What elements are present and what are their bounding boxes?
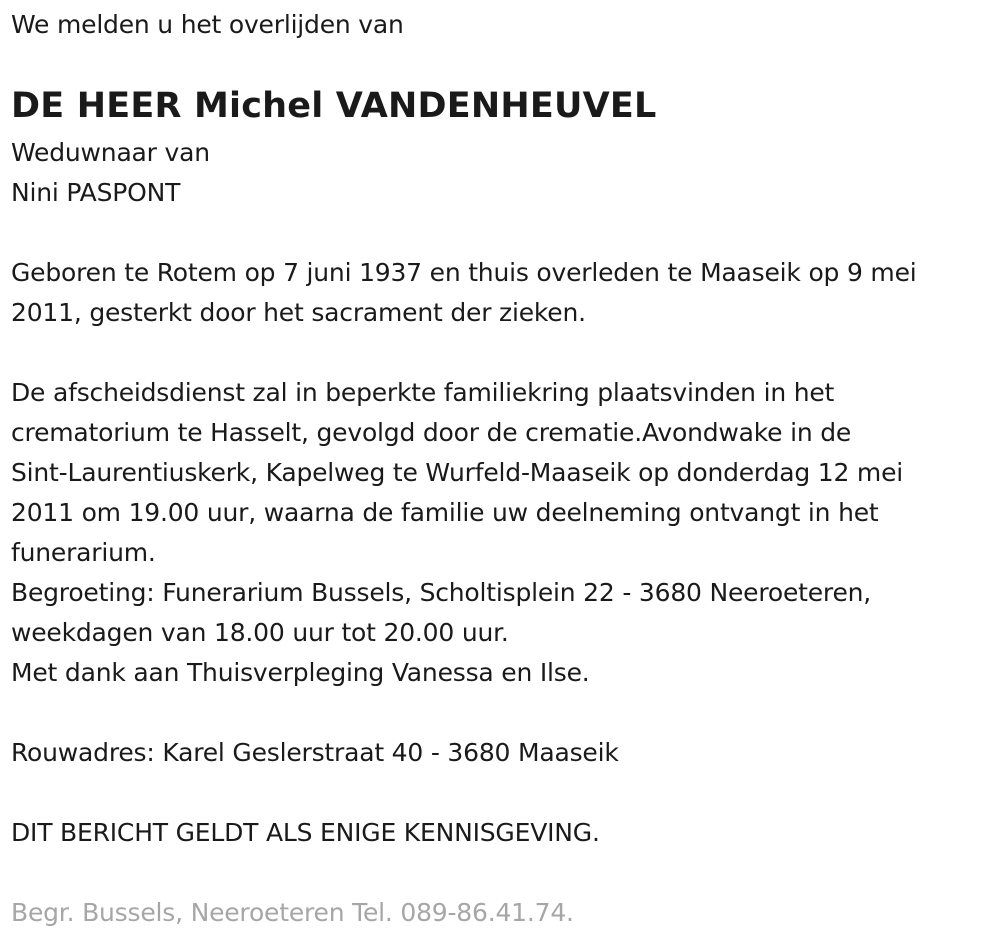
paragraph-line: Met dank aan Thuisverpleging Vanessa en Ilse. [11,658,590,687]
spouse-name: Nini PASPONT [11,178,181,207]
paragraph-line: Sint-Laurentiuskerk, Kapelweg te Wurfeld-Maaseik op donderdag 12 mei [11,458,904,487]
paragraph-line: De afscheidsdienst zal in beperkte familiekring plaatsvinden in het [11,378,835,407]
mourning-address [11,733,619,773]
spouse-block [11,133,210,213]
notice-text: DIT BERICHT GELDT ALS ENIGE KENNISGEVING. [11,818,600,847]
spouse-relation: Weduwnaar van [11,138,210,167]
paragraph-line: funerarium. [11,538,156,567]
service-paragraph [11,373,903,693]
birth-death-paragraph [11,253,917,333]
address-text: Rouwadres: Karel Geslerstraat 40 - 3680 Maaseik [11,738,619,767]
paragraph-line: Begroeting: Funerarium Bussels, Scholtisplein 22 - 3680 Neeroeteren, [11,578,872,607]
funeral-home-footer: Begr. Bussels, Neeroeteren Tel. 089-86.41.74. [11,898,574,927]
deceased-name: DE HEER Michel VANDENHEUVEL [11,86,657,126]
paragraph-line: weekdagen van 18.00 uur tot 20.00 uur. [11,618,509,647]
intro-text: We melden u het overlijden van [11,10,404,39]
notice-block [11,813,600,853]
paragraph-line: crematorium te Hasselt, gevolgd door de crematie.Avondwake in de [11,418,852,447]
paragraph-line: Geboren te Rotem op 7 juni 1937 en thuis overleden te Maaseik op 9 mei [11,258,917,287]
paragraph-line: 2011, gesterkt door het sacrament der zieken. [11,298,586,327]
paragraph-line: 2011 om 19.00 uur, waarna de familie uw deelneming ontvangt in het [11,498,879,527]
